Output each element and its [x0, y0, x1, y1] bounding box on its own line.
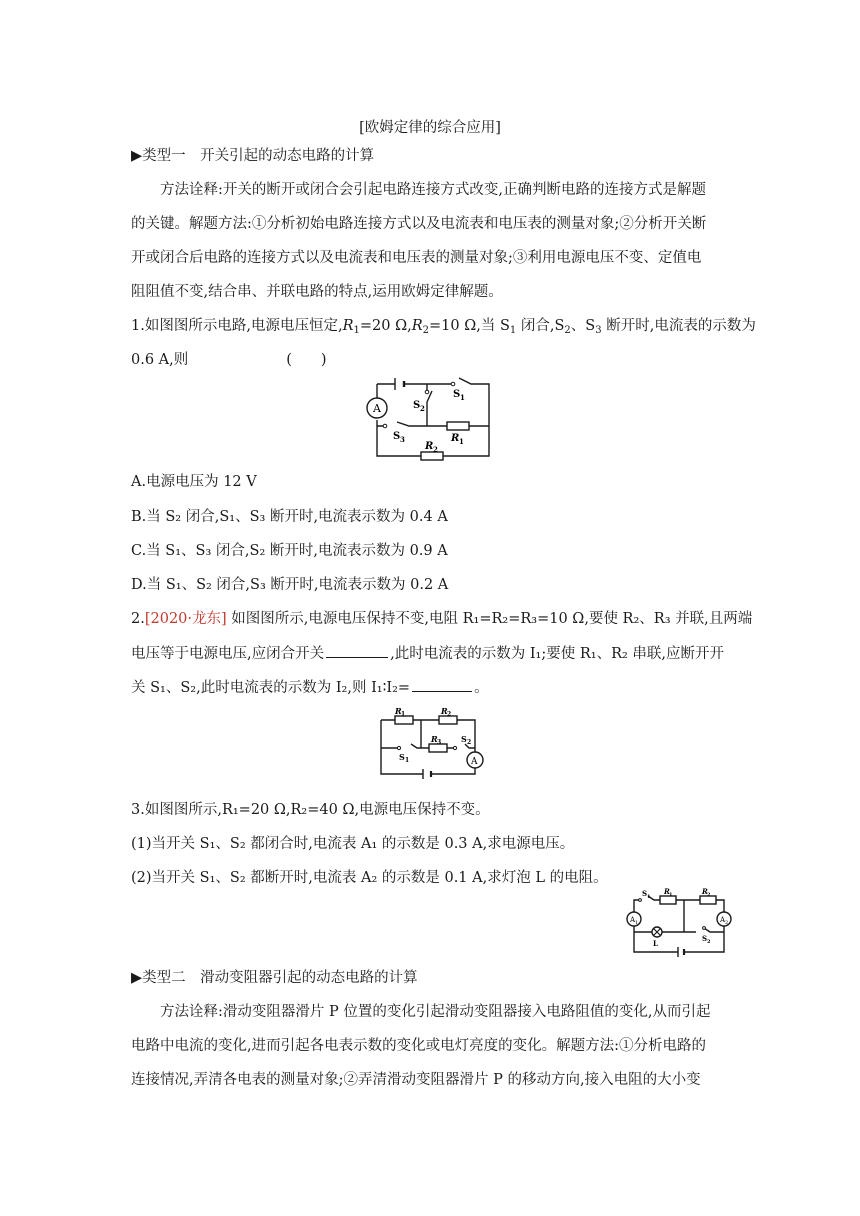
q2-stem-b: R₁=R₂=R₃=10 Ω,要使 R₂、R₃ 并联,且两端 — [462, 611, 753, 627]
q2-r1-label: R — [395, 706, 402, 716]
q2-s2-sub: 2 — [467, 739, 472, 746]
section-title: [欧姆定律的综合应用] — [359, 120, 501, 136]
q1-stem-line-2 — [131, 350, 736, 370]
q1-s2-label-sub: 2 — [420, 404, 425, 413]
q3-r1-label: R — [664, 887, 670, 896]
q2-stem-line-1 — [131, 609, 753, 629]
q3-wire-mid — [634, 928, 724, 932]
q2-circuit-diagram — [373, 708, 487, 778]
q2-ammeter-label: A — [471, 757, 478, 767]
q1-r2-label: R — [425, 441, 434, 452]
q1-option-a: A.电源电压为 12 V — [131, 474, 257, 490]
q3-s2-sub: 2 — [707, 939, 711, 945]
q1-circuit-diagram — [355, 378, 500, 464]
q1-s3-label-sub: 3 — [400, 435, 405, 444]
q1-r2: R — [411, 318, 423, 334]
q1-s1-label: S — [453, 389, 461, 400]
q2-r3-label: R — [431, 734, 438, 744]
q2-wire-mid — [381, 744, 475, 748]
q1-sep: 、S — [570, 318, 596, 334]
q1-r1-label: R — [451, 433, 460, 444]
q3-lamp-label: L — [653, 939, 658, 948]
q3-s2-label: S — [702, 934, 708, 943]
q2-s1-sub: 1 — [405, 757, 410, 764]
type2-method-line-3: 连接情况,弄清各电表的测量对象;②弄清滑动变阻器滑片 P 的移动方向,接入电阻的大小变 — [131, 1072, 701, 1088]
q2-stem-line3-b: 。 — [474, 680, 489, 696]
q1-r2-resistor-icon — [421, 452, 443, 460]
q3-part-2: (2)当开关 S₁、S₂ 都断开时,电流表 A₂ 的示数是 0.1 A,求灯泡 L 的电阻。 — [131, 870, 608, 886]
q3-circuit-diagram — [622, 888, 738, 958]
q1-ammeter-label: A — [373, 402, 381, 415]
q1-option-c: C.当 S₁、S₃ 闭合,S₂ 断开时,电流表示数为 0.9 A — [131, 543, 448, 559]
q3-r2-sub: 2 — [707, 892, 711, 898]
q2-r1-sub: 1 — [401, 711, 406, 718]
q2-r2-label: R — [441, 706, 448, 716]
q3-r2-label: R — [702, 887, 708, 896]
q3-r1-sub: 1 — [669, 892, 673, 898]
type2-method-line-1: 方法诠释:滑动变阻器滑片 P 位置的变化引起滑动变阻器接入电路阻值的变化,从而引起 — [160, 1004, 711, 1020]
type2-heading: ▶类型二 滑动变阻器引起的动态电路的计算 — [131, 970, 418, 986]
q2-stem-a: 如图图所示,电源电压保持不变,电阻 — [226, 611, 463, 627]
q2-r3-sub: 3 — [437, 739, 442, 746]
q1-stem-b: 闭合,S — [516, 318, 565, 334]
type2-method-line-2: 电路中电流的变化,进而引起各电表示数的变化或电灯亮度的变化。解题方法:①分析电路的 — [131, 1038, 706, 1054]
q3-s2-contact-icon — [703, 927, 706, 930]
q2-stem-line3-a: 关 S₁、S₂,此时电流表的示数为 I₂,则 I₁∶I₂= — [131, 680, 411, 696]
type1-method-line-3: 开或闭合后电路的连接方式以及电流表和电压表的测量对象;③利用电源电压不变、定值电 — [131, 250, 702, 266]
q1-s3-contact-icon — [383, 424, 387, 428]
q2-answer-blank-1[interactable] — [326, 643, 388, 658]
q1-r1: R — [342, 318, 354, 334]
q2-s1-label: S — [399, 752, 405, 762]
q3-stem-line: 3.如图图所示,R₁=20 Ω,R₂=40 Ω,电源电压保持不变。 — [131, 802, 490, 818]
q1-r1-label-sub: 1 — [459, 437, 464, 446]
q1-option-d: D.当 S₁、S₂ 闭合,S₃ 断开时,电流表示数为 0.2 A — [131, 577, 449, 593]
q2-number: 2. — [131, 611, 145, 627]
q1-answer-paren: ( ) — [286, 352, 327, 368]
q2-stem-line-3 — [131, 677, 736, 698]
q3-part-1: (1)当开关 S₁、S₂ 都闭合时,电流表 A₁ 的示数是 0.3 A,求电源电压。 — [131, 836, 575, 852]
q1-r1-resistor-icon — [447, 422, 469, 430]
q2-stem-line-2 — [131, 643, 736, 664]
q1-stem-line-1 — [131, 316, 756, 341]
q1-stem-a: 1.如图图所示电路,电源电压恒定, — [131, 318, 343, 334]
q1-r2-label-sub: 2 — [433, 445, 438, 454]
q1-r2-sub: 2 — [422, 325, 429, 336]
q3-a1-label: A — [630, 916, 636, 924]
q1-r1-sub: 1 — [353, 325, 360, 336]
q2-s2-label: S — [461, 734, 467, 744]
type1-method-line-1: 方法诠释:开关的断开或闭合会引起电路连接方式改变,正确判断电路的连接方式是解题 — [160, 182, 706, 198]
q1-r2-value: =10 Ω,当 S — [429, 318, 510, 334]
q1-s1-label-sub: 1 — [460, 393, 465, 402]
q1-s1-sub: 1 — [509, 325, 517, 336]
type1-method-line-2: 的关键。解题方法:①分析初始电路连接方式以及电流表和电压表的测量对象;②分析开关断 — [131, 216, 707, 232]
q2-answer-blank-2[interactable] — [412, 677, 472, 692]
q2-r2-sub: 2 — [447, 711, 452, 718]
q1-stem-c: 断开时,电流表的示数为 — [601, 318, 756, 334]
q3-s1-sub: 1 — [647, 894, 651, 900]
q3-a2-sub: 2 — [725, 920, 729, 926]
q2-s1-contact-icon — [397, 746, 400, 749]
q1-s2-sub: 2 — [564, 325, 571, 336]
q3-a2-label: A — [720, 916, 726, 924]
q1-s2-contact-icon — [425, 390, 429, 394]
q2-stem-line2-b: ,此时电流表的示数为 I₁;要使 R₁、R₂ 串联,应断开开 — [390, 646, 725, 662]
q2-wire-bottom — [381, 720, 475, 774]
q2-s2-contact-icon — [453, 746, 456, 749]
type1-method-line-4: 阻阻值不变,结合串、并联电路的特点,运用欧姆定律解题。 — [131, 284, 503, 300]
q1-r1-value: =20 Ω, — [359, 318, 412, 334]
q3-s1-contact-icon — [639, 899, 642, 902]
q1-option-b: B.当 S₂ 闭合,S₁、S₃ 断开时,电流表示数为 0.4 A — [131, 509, 448, 525]
q3-s1-label: S — [642, 889, 648, 898]
type1-heading: ▶类型一 开关引起的动态电路的计算 — [131, 148, 375, 164]
q3-wire-bottom — [634, 926, 724, 952]
q2-stem-line2-a: 电压等于电源电压,应闭合开关 — [131, 646, 325, 662]
q1-s1-contact-icon — [451, 382, 455, 386]
q1-stem-line2: 0.6 A,则 — [131, 352, 189, 368]
q2-source-tag: [2020·龙东] — [144, 611, 227, 627]
q3-r1-resistor-icon — [660, 896, 676, 904]
q1-s3-label: S — [393, 431, 401, 442]
q1-s2-label: S — [413, 400, 421, 411]
q3-a1-sub: 1 — [635, 920, 639, 926]
q1-wire-mid — [377, 384, 489, 426]
q1-s3-sub: 3 — [595, 325, 602, 336]
